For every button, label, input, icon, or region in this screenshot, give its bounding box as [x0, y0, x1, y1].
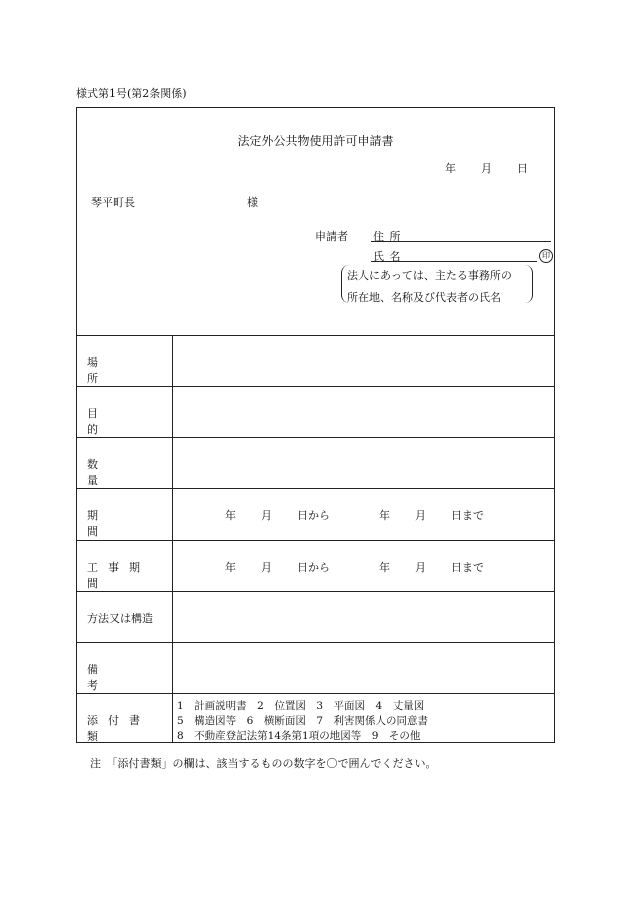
attachments-label [87, 712, 162, 744]
attachments-line3[interactable]: 8 不動産登記法第14条第1項の地図等 9 その他 [177, 730, 421, 742]
period-from-month: 月 [261, 509, 272, 522]
seal-mark: 印 [539, 249, 553, 263]
form-title: 法定外公共物使用許可申請書 [237, 134, 394, 148]
applicant-name-field[interactable] [371, 261, 537, 262]
method-label-text: 方法又は構造 [87, 612, 153, 625]
corporate-note-line1: 法人にあっては、主たる事務所の [347, 269, 512, 282]
purpose-label [87, 405, 162, 437]
construction-from-day: 日から [297, 561, 330, 574]
remarks-field[interactable] [173, 643, 555, 693]
location-field[interactable] [173, 336, 555, 386]
construction-from-month: 月 [261, 561, 272, 574]
method-field[interactable] [173, 592, 555, 642]
application-form-frame [76, 107, 555, 743]
period-label-text: 期間 [87, 509, 152, 538]
period-to-day: 日まで [451, 509, 484, 522]
row-divider [77, 488, 554, 489]
purpose-field[interactable] [173, 387, 555, 437]
period-to-year: 年 [379, 509, 390, 522]
period-label [87, 507, 162, 539]
corporate-note-line2: 所在地、名称及び代表者の氏名 [347, 291, 501, 304]
construction-to-day: 日まで [451, 561, 484, 574]
addressee-name: 琴平町長 [91, 196, 135, 209]
remarks-label-text: 備考 [87, 663, 152, 692]
method-label [87, 610, 162, 626]
form-number-label: 様式第1号(第2条関係) [76, 87, 187, 100]
period-from-day: 日から [297, 509, 330, 522]
location-label [87, 354, 162, 386]
purpose-label-text: 目的 [87, 407, 152, 436]
quantity-label-text: 数量 [87, 458, 152, 487]
construction-period-label-text: 工事期間 [87, 561, 150, 590]
attachments-line2[interactable]: 5 構造図等 6 横断面図 7 利害関係人の同意書 [177, 715, 429, 727]
date-month-label: 月 [481, 162, 492, 175]
location-label-text: 場所 [87, 356, 152, 385]
attachments-line1[interactable]: 1 計画説明書 2 位置図 3 平面図 4 丈量図 [177, 700, 425, 712]
quantity-label [87, 456, 162, 488]
footnote: 注 「添付書類」の欄は、該当するものの数字を〇で囲んでください。 [90, 757, 437, 770]
period-from-year: 年 [225, 509, 236, 522]
quantity-field[interactable] [173, 438, 555, 488]
date-day-label: 日 [517, 162, 528, 175]
period-to-month: 月 [415, 509, 426, 522]
applicant-name-label: 氏名 [373, 250, 406, 263]
attachments-label-text: 添付書類 [87, 714, 150, 743]
remarks-label [87, 661, 162, 693]
construction-to-month: 月 [415, 561, 426, 574]
construction-from-year: 年 [225, 561, 236, 574]
construction-to-year: 年 [379, 561, 390, 574]
applicant-address-label: 住所 [373, 230, 406, 243]
addressee-honorific: 様 [247, 196, 258, 209]
date-year-label: 年 [445, 162, 456, 175]
applicant-label: 申請者 [315, 230, 348, 243]
construction-period-label [87, 559, 162, 591]
applicant-address-field[interactable] [371, 241, 551, 242]
row-divider [77, 540, 554, 541]
row-divider [77, 693, 554, 694]
